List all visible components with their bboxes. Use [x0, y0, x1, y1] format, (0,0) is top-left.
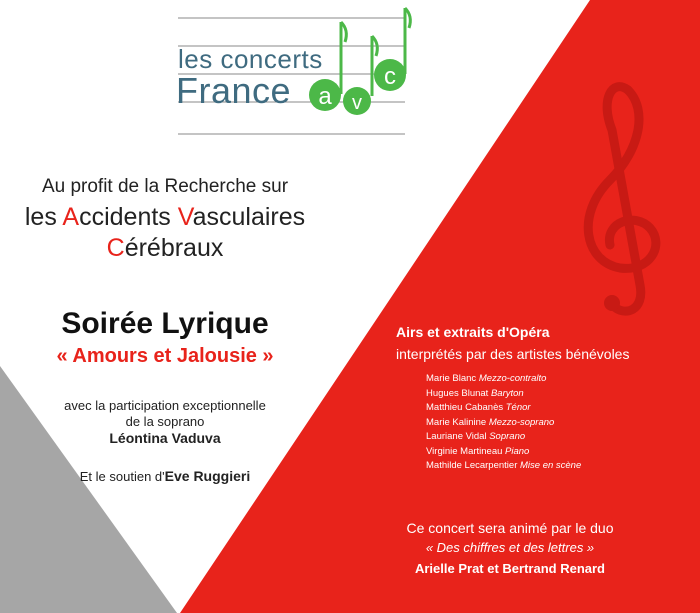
- duo-line-1: Ce concert sera animé par le duo: [406, 520, 614, 536]
- logo-letter-a: a: [318, 83, 332, 110]
- program-subheading: interprétés par des artistes bénévoles: [396, 346, 630, 362]
- program-heading: Airs et extraits d'Opéra: [396, 324, 550, 340]
- intro-initial-c: C: [106, 234, 125, 262]
- artist-item: [426, 387, 581, 402]
- artist-role: Soprano: [489, 431, 526, 442]
- treble-clef-dot: [604, 295, 620, 311]
- artist-role: Piano: [505, 445, 530, 457]
- artist-item: [426, 372, 581, 387]
- artist-name: Hugues Blunat: [426, 387, 489, 399]
- intro-line-1: Au profit de la Recherche sur: [41, 176, 289, 197]
- support-line: [0, 468, 330, 484]
- artist-item: [426, 459, 581, 474]
- participation-line-2: de la soprano: [125, 414, 205, 429]
- logo-letter-c: c: [384, 63, 396, 90]
- duo-line-2: « Des chiffres et des lettres »: [425, 540, 595, 555]
- intro-initial-v: V: [177, 203, 193, 231]
- participation-line-1: avec la participation exceptionnelle: [64, 398, 266, 413]
- artist-item: [426, 401, 581, 416]
- support-prefix: Et le soutien d': [79, 469, 165, 484]
- artist-role: Baryton: [490, 387, 524, 399]
- artist-role: Mise en scène: [520, 460, 582, 471]
- artist-name: Matthieu Cabanès: [426, 402, 504, 413]
- artist-item: [426, 416, 581, 431]
- event-subtitle: « Amours et Jalousie »: [56, 345, 274, 367]
- intro-line-3: [0, 234, 330, 263]
- logo-text-france: France: [176, 70, 292, 111]
- duo-line-3: Arielle Prat et Bertrand Renard: [414, 561, 605, 576]
- artist-name: Virginie Martineau: [426, 445, 503, 457]
- artist-name: Mathilde Lecarpentier: [426, 460, 518, 471]
- artist-list: [426, 372, 581, 474]
- support-name: Eve Ruggieri: [164, 468, 251, 484]
- logo-text-les-concerts: les concerts: [178, 44, 323, 74]
- intro-text: asculaires: [192, 203, 306, 231]
- artist-name: Marie Blanc: [426, 373, 477, 384]
- intro-initial-a: A: [62, 203, 80, 231]
- artist-role: Mezzo-contralto: [478, 373, 547, 384]
- artist-name: Lauriane Vidal: [426, 431, 487, 442]
- artist-role: Ténor: [505, 402, 531, 413]
- intro-text: les: [24, 203, 63, 231]
- intro-text: érébraux: [124, 234, 224, 262]
- artist-item: [426, 445, 581, 460]
- logo-letter-v: v: [352, 92, 362, 114]
- event-title: Soirée Lyrique: [61, 307, 269, 340]
- intro-line-2: [0, 203, 330, 232]
- artist-name: Marie Kalinine: [426, 416, 487, 428]
- intro-text: ccidents: [79, 203, 178, 231]
- artist-role: Mezzo-soprano: [488, 416, 555, 428]
- soprano-name: Léontina Vaduva: [109, 430, 221, 446]
- artist-item: [426, 430, 581, 445]
